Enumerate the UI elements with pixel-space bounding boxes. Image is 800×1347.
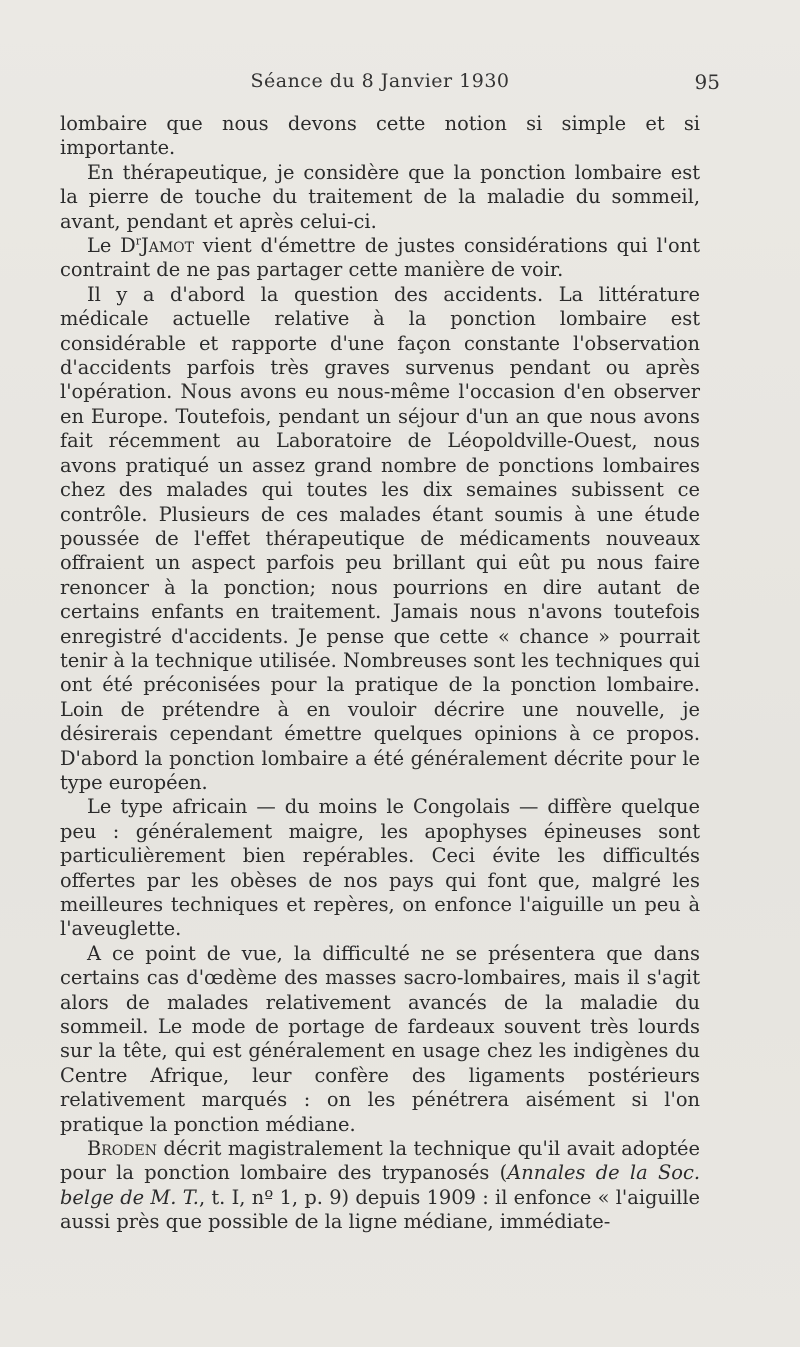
paragraph: A ce point de vue, la difficulté ne se présentera que dans certains cas d'œdème des masses sacro-lombaires, mais il s'agit alors de malades relativement avancés de la maladie du sommeil. Le mode de portage de fardeaux souvent très lourds sur la tête, qui est généralement en usage chez les indigènes du Centre Afrique, leur confère des ligaments postérieurs relativement marqués : on les pénétrera aisément si l'on pratique la ponction médiane. [60, 941, 700, 1136]
title-abbrev: $D^r$ [120, 234, 141, 258]
running-title: Séance du 8 Janvier 1930 [250, 70, 510, 92]
paragraph: lombaire que nous devons cette notion si simple et si importante. [60, 112, 700, 160]
paragraph-text: décrit magistralement la technique qu'il avait adoptée pour la ponction lombaire des trypanosés ( [60, 1137, 700, 1185]
page-number: 95 [694, 70, 720, 94]
paragraph: En thérapeutique, je considère que la ponction lombaire est la pierre de touche du traitement de la maladie du sommeil, avant, pendant et après celui-ci. [60, 160, 700, 233]
paragraph: Le $D^rJamot$ vient d'émettre de justes considérations qui l'ont contraint de ne pas partager cette manière de voir. [60, 234, 700, 282]
paragraph [60, 1137, 700, 1235]
author-name: Broden [87, 1137, 157, 1161]
author-name: Jamot [140, 234, 194, 258]
body-text [60, 112, 700, 1235]
paragraph: Il y a d'abord la question des accidents. La littérature médicale actuelle relative à la ponction lombaire est considérable et rapporte d'une façon constante l'observation d'accidents parfois très graves survenus pendant ou après l'opération. Nous avons eu nous-même l'occasion d'en observer en Europe. Toutefois, pendant un séjour d'un an que nous avons fait récemment au Laboratoire de Léopoldville-Ouest, nous avons pratiqué un assez grand nombre de ponctions lombaires chez des malades qui toutes les dix semaines subissent ce contrôle. Plusieurs de ces malades étant soumis à une étude poussée de l'effet thérapeutique de médicaments nouveaux offraient un aspect parfois peu brillant qui eût pu nous faire renoncer à la ponction; nous pourrions en dire autant de certains enfants en traitement. Jamais nous n'avons toutefois enregistré d'accidents. Je pense que cette « chance » pourrait tenir à la technique utilisée. Nombreuses sont les techniques qui ont été préconisées pour la pratique de la ponction lombaire. Loin de prétendre à en vouloir décrire une nouvelle, je désirerais cependant émettre quelques opinions à ce propos. D'abord la ponction lombaire a été généralement décrite pour le type européen. [60, 282, 700, 794]
paragraph-text: vient d'émettre de justes considérations qui l'ont contraint de ne pas partager cette manière de voir. [60, 234, 700, 282]
citation-title: Annales de la Soc. belge de M. T. [60, 1161, 700, 1209]
paragraph-text: , t. I, nº 1, p. 9) depuis 1909 : il enfonce « l'aiguille aussi près que possible de la ligne médiane, immédiate- [60, 1185, 700, 1234]
paragraph: Le type africain — du moins le Congolais — diffère quelque peu : généralement maigre, les apophyses épineuses sont particulièrement bien repérables. Ceci évite les difficultés offertes par les obèses de nos pays qui font que, malgré les meilleures techniques et repères, on enfonce l'aiguille un peu à l'aveuglette. [60, 795, 700, 941]
page-header [60, 70, 720, 98]
